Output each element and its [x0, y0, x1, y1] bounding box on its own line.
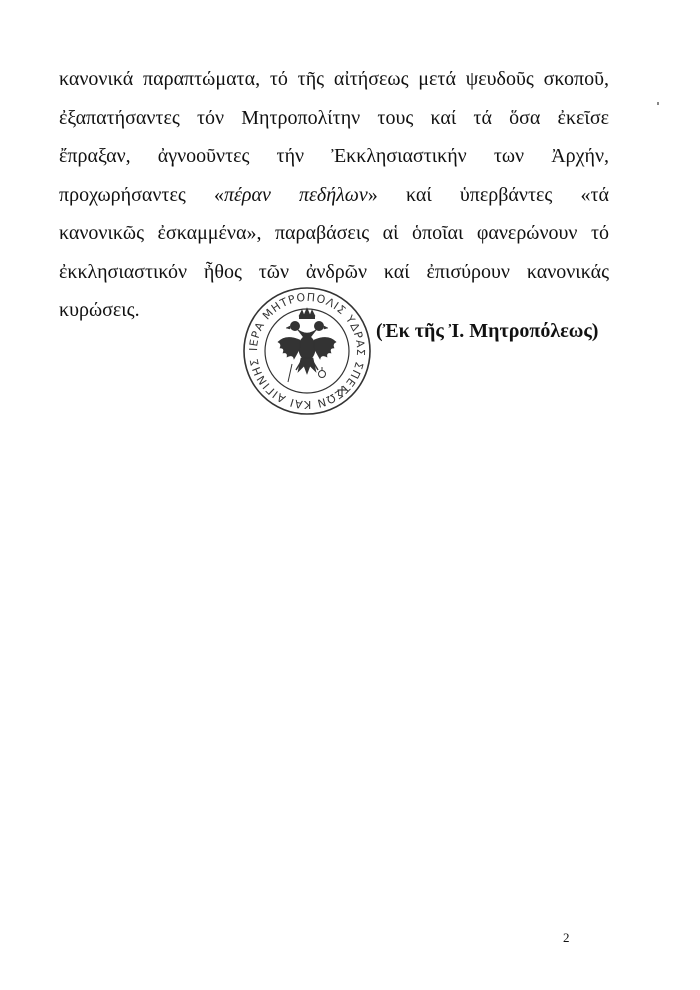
text-line [59, 137, 609, 176]
signature: (Ἐκ τῆς Ἰ. Μητροπόλεως) [376, 320, 599, 342]
metropolis-seal [238, 286, 376, 416]
text-run: ἔπραξαν, ἀγνοοῦντες τήν Ἐκκλησιαστικήν των Ἀρχήν, [59, 145, 609, 167]
text-run: κανονικῶς ἐσκαμμένα», παραβάσεις αἱ ὁποῖαι φανερώνουν τό [59, 222, 609, 244]
text-line [59, 176, 609, 215]
text-line [59, 99, 609, 138]
double-headed-eagle-icon [278, 308, 336, 382]
seal-text: ΙΕΡΑ ΜΗΤΡΟΠΟΛΙΣ ΥΔΡΑΣ ΣΠΕΤΣΩΝ ΚΑΙ ΑΙΓΙΝΗΣ [246, 290, 368, 412]
text-line [59, 214, 609, 253]
text-line [59, 60, 609, 99]
margin-mark [657, 102, 659, 105]
text-run: ἐξαπατήσαντες τόν Μητροπολίτην τους καί τά ὅσα ἐκεῖσε [59, 106, 609, 129]
italic-phrase: πέραν πεδήλων [223, 183, 368, 206]
text-run: » καί ὑπερβάντες «τά [367, 183, 609, 206]
text-run: κυρώσεις. [59, 299, 140, 321]
text-run: προχωρήσαντες « [59, 183, 224, 206]
text-run: ἐκκλησιαστικόν ἦθος τῶν ἀνδρῶν καί ἐπισύρουν κανονικάς [59, 260, 609, 283]
page-number: 2 [563, 930, 570, 945]
text-run: κανονικά παραπτώματα, τό τῆς αἰτήσεως μετά ψευδοῦς σκοποῦ, [59, 68, 609, 90]
